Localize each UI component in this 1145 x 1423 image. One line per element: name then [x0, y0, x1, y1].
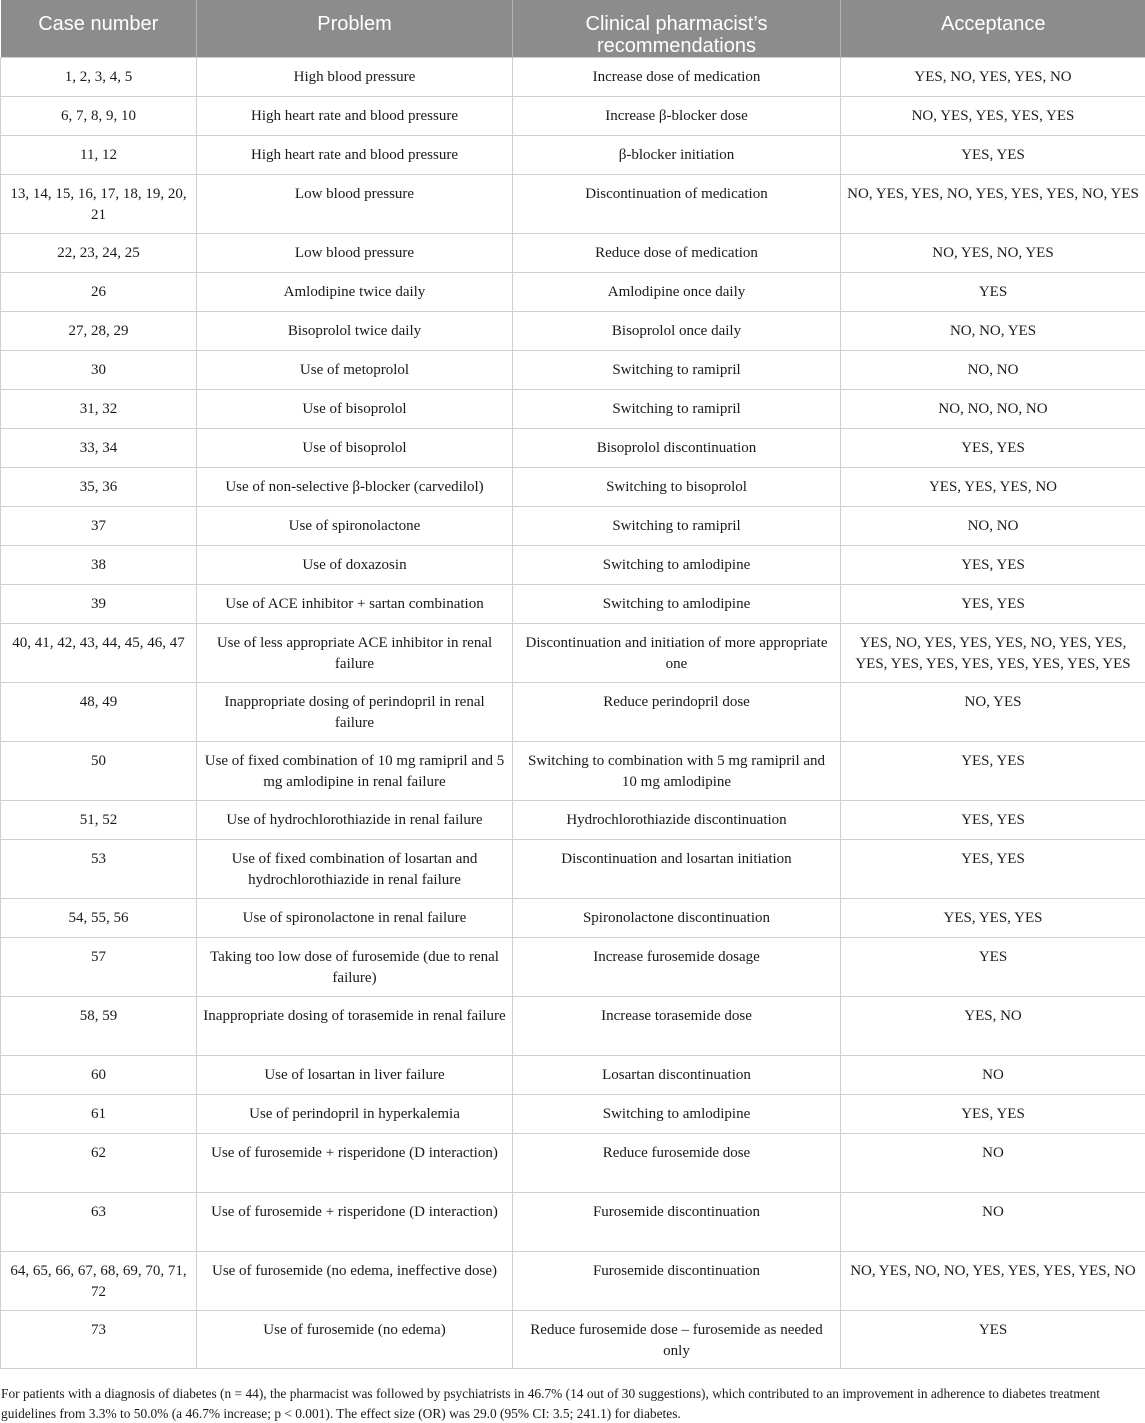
recommendation-cell: Bisoprolol discontinuation [513, 429, 841, 468]
problem-cell: Use of less appropriate ACE inhibitor in renal failure [197, 624, 513, 683]
case-number-cell: 73 [1, 1311, 197, 1369]
acceptance-cell: YES, YES [841, 136, 1145, 175]
recommendation-cell: Switching to bisoprolol [513, 468, 841, 507]
case-number-cell: 64, 65, 66, 67, 68, 69, 70, 71, 72 [1, 1252, 197, 1311]
recommendation-cell: Reduce perindopril dose [513, 683, 841, 742]
problem-cell: Use of ACE inhibitor + sartan combination [197, 585, 513, 624]
recommendation-cell: Switching to ramipril [513, 351, 841, 390]
table-row [1, 1095, 1145, 1134]
problem-cell: Use of perindopril in hyperkalemia [197, 1095, 513, 1134]
acceptance-cell: YES, NO [841, 997, 1145, 1056]
table-row [1, 58, 1145, 97]
acceptance-cell: YES, YES [841, 1095, 1145, 1134]
acceptance-cell: YES, YES [841, 429, 1145, 468]
table-row [1, 997, 1145, 1056]
acceptance-cell: YES, YES [841, 546, 1145, 585]
case-number-cell: 58, 59 [1, 997, 197, 1056]
recommendation-cell: Losartan discontinuation [513, 1056, 841, 1095]
acceptance-cell: YES [841, 1311, 1145, 1369]
acceptance-cell: YES, NO, YES, YES, NO [841, 58, 1145, 97]
problem-cell: Use of metoprolol [197, 351, 513, 390]
case-number-cell: 62 [1, 1134, 197, 1193]
table-row [1, 585, 1145, 624]
table-row [1, 97, 1145, 136]
table-row [1, 1134, 1145, 1193]
recommendation-cell: Discontinuation and losartan initiation [513, 840, 841, 899]
recommendation-cell: Furosemide discontinuation [513, 1193, 841, 1252]
problem-cell: Use of furosemide + risperidone (D interaction) [197, 1134, 513, 1193]
problem-cell: Bisoprolol twice daily [197, 312, 513, 351]
recommendation-cell: Reduce dose of medication [513, 234, 841, 273]
case-number-cell: 51, 52 [1, 801, 197, 840]
column-header-recommendations: Clinical pharmacist’s recommendations [513, 0, 841, 58]
recommendation-cell: Discontinuation of medication [513, 175, 841, 234]
problem-cell: Use of bisoprolol [197, 429, 513, 468]
recommendation-cell: Switching to ramipril [513, 390, 841, 429]
case-number-cell: 57 [1, 938, 197, 997]
table-row [1, 136, 1145, 175]
case-number-cell: 1, 2, 3, 4, 5 [1, 58, 197, 97]
table-body [1, 58, 1145, 1369]
problem-cell: Use of hydrochlorothiazide in renal failure [197, 801, 513, 840]
table-row [1, 840, 1145, 899]
problem-cell: High blood pressure [197, 58, 513, 97]
acceptance-cell: NO, NO [841, 507, 1145, 546]
acceptance-cell: NO, YES, NO, NO, YES, YES, YES, YES, NO [841, 1252, 1145, 1311]
recommendation-cell: Spironolactone discontinuation [513, 899, 841, 938]
table-row [1, 1056, 1145, 1095]
problem-cell: Low blood pressure [197, 234, 513, 273]
problem-cell: Use of non-selective β-blocker (carvedilol) [197, 468, 513, 507]
acceptance-cell: YES, YES, YES [841, 899, 1145, 938]
table-footnote: For patients with a diagnosis of diabetes (n = 44), the pharmacist was followed by psychiatrists in 46.7% (14 out of 30 suggestions), which contributed to an improvement in adherence to diabetes treatment guidelines from 3.3% to 50.0% (a 46.7% increase; p < 0.001). The effect size (OR) was 29.0 (95% CI: 3.5; 241.1) for diabetes. [1, 1384, 1141, 1423]
problem-cell: Use of furosemide (no edema, ineffective dose) [197, 1252, 513, 1311]
problem-cell: Use of furosemide (no edema) [197, 1311, 513, 1369]
recommendation-cell: Reduce furosemide dose [513, 1134, 841, 1193]
recommendation-cell: Increase furosemide dosage [513, 938, 841, 997]
table-row [1, 1252, 1145, 1311]
case-number-cell: 11, 12 [1, 136, 197, 175]
case-number-cell: 48, 49 [1, 683, 197, 742]
column-header-acceptance: Acceptance [841, 0, 1145, 58]
problem-cell: Amlodipine twice daily [197, 273, 513, 312]
problem-cell: Low blood pressure [197, 175, 513, 234]
table-row [1, 273, 1145, 312]
case-number-cell: 53 [1, 840, 197, 899]
case-number-cell: 54, 55, 56 [1, 899, 197, 938]
case-number-cell: 63 [1, 1193, 197, 1252]
table-row [1, 468, 1145, 507]
table-row [1, 390, 1145, 429]
recommendation-cell: Increase torasemide dose [513, 997, 841, 1056]
case-number-cell: 31, 32 [1, 390, 197, 429]
recommendation-cell: Furosemide discontinuation [513, 1252, 841, 1311]
problem-cell: Inappropriate dosing of perindopril in renal failure [197, 683, 513, 742]
table-row [1, 1193, 1145, 1252]
case-number-cell: 27, 28, 29 [1, 312, 197, 351]
acceptance-cell: YES, YES [841, 801, 1145, 840]
case-number-cell: 39 [1, 585, 197, 624]
case-number-cell: 37 [1, 507, 197, 546]
acceptance-cell: NO, YES [841, 683, 1145, 742]
table-row [1, 624, 1145, 683]
case-number-cell: 35, 36 [1, 468, 197, 507]
problem-cell: Use of furosemide + risperidone (D interaction) [197, 1193, 513, 1252]
case-number-cell: 61 [1, 1095, 197, 1134]
recommendation-cell: Bisoprolol once daily [513, 312, 841, 351]
header-row [1, 0, 1145, 58]
acceptance-cell: YES, YES, YES, NO [841, 468, 1145, 507]
table-row [1, 175, 1145, 234]
recommendation-cell: Switching to amlodipine [513, 585, 841, 624]
case-number-cell: 6, 7, 8, 9, 10 [1, 97, 197, 136]
recommendation-cell: Increase dose of medication [513, 58, 841, 97]
table-row [1, 312, 1145, 351]
table-row [1, 801, 1145, 840]
recommendation-cell: Increase β-blocker dose [513, 97, 841, 136]
problem-cell: Inappropriate dosing of torasemide in renal failure [197, 997, 513, 1056]
recommendation-cell: β-blocker initiation [513, 136, 841, 175]
acceptance-cell: YES [841, 273, 1145, 312]
table-row [1, 507, 1145, 546]
acceptance-cell: NO, YES, NO, YES [841, 234, 1145, 273]
table-row [1, 899, 1145, 938]
column-header-case-number: Case number [1, 0, 197, 58]
table-row [1, 351, 1145, 390]
problem-cell: Use of fixed combination of losartan and hydrochlorothiazide in renal failure [197, 840, 513, 899]
problem-cell: Use of fixed combination of 10 mg ramipril and 5 mg amlodipine in renal failure [197, 742, 513, 801]
problem-cell: Use of spironolactone [197, 507, 513, 546]
case-number-cell: 30 [1, 351, 197, 390]
recommendation-cell: Amlodipine once daily [513, 273, 841, 312]
acceptance-cell: NO, NO, YES [841, 312, 1145, 351]
case-number-cell: 38 [1, 546, 197, 585]
table-row [1, 742, 1145, 801]
acceptance-cell: YES, NO, YES, YES, YES, NO, YES, YES, YES, YES, YES, YES, YES, YES, YES, YES [841, 624, 1145, 683]
problem-cell: Use of spironolactone in renal failure [197, 899, 513, 938]
recommendation-cell: Switching to ramipril [513, 507, 841, 546]
table-row [1, 938, 1145, 997]
recommendation-cell: Switching to amlodipine [513, 546, 841, 585]
problem-cell: High heart rate and blood pressure [197, 97, 513, 136]
acceptance-cell: YES, YES [841, 742, 1145, 801]
acceptance-cell: YES, YES [841, 840, 1145, 899]
recommendation-cell: Switching to combination with 5 mg ramipril and 10 mg amlodipine [513, 742, 841, 801]
case-number-cell: 60 [1, 1056, 197, 1095]
recommendation-cell: Hydrochlorothiazide discontinuation [513, 801, 841, 840]
case-number-cell: 33, 34 [1, 429, 197, 468]
case-number-cell: 13, 14, 15, 16, 17, 18, 19, 20, 21 [1, 175, 197, 234]
acceptance-cell: YES [841, 938, 1145, 997]
recommendation-cell: Switching to amlodipine [513, 1095, 841, 1134]
problem-cell: High heart rate and blood pressure [197, 136, 513, 175]
recommendation-cell: Reduce furosemide dose – furosemide as needed only [513, 1311, 841, 1369]
problem-cell: Taking too low dose of furosemide (due to renal failure) [197, 938, 513, 997]
problem-cell: Use of bisoprolol [197, 390, 513, 429]
acceptance-cell: NO [841, 1134, 1145, 1193]
acceptance-cell: NO, YES, YES, NO, YES, YES, YES, NO, YES [841, 175, 1145, 234]
case-number-cell: 40, 41, 42, 43, 44, 45, 46, 47 [1, 624, 197, 683]
acceptance-cell: YES, YES [841, 585, 1145, 624]
acceptance-cell: NO, NO [841, 351, 1145, 390]
column-header-problem: Problem [197, 0, 513, 58]
acceptance-cell: NO, YES, YES, YES, YES [841, 97, 1145, 136]
table-row [1, 683, 1145, 742]
recommendation-cell: Discontinuation and initiation of more appropriate one [513, 624, 841, 683]
table-row [1, 1311, 1145, 1369]
case-number-cell: 22, 23, 24, 25 [1, 234, 197, 273]
acceptance-cell: NO [841, 1193, 1145, 1252]
acceptance-cell: NO, NO, NO, NO [841, 390, 1145, 429]
problem-cell: Use of doxazosin [197, 546, 513, 585]
case-number-cell: 50 [1, 742, 197, 801]
table-row [1, 429, 1145, 468]
case-number-cell: 26 [1, 273, 197, 312]
table-row [1, 234, 1145, 273]
table-row [1, 546, 1145, 585]
problem-cell: Use of losartan in liver failure [197, 1056, 513, 1095]
acceptance-cell: NO [841, 1056, 1145, 1095]
table-header [1, 0, 1145, 58]
